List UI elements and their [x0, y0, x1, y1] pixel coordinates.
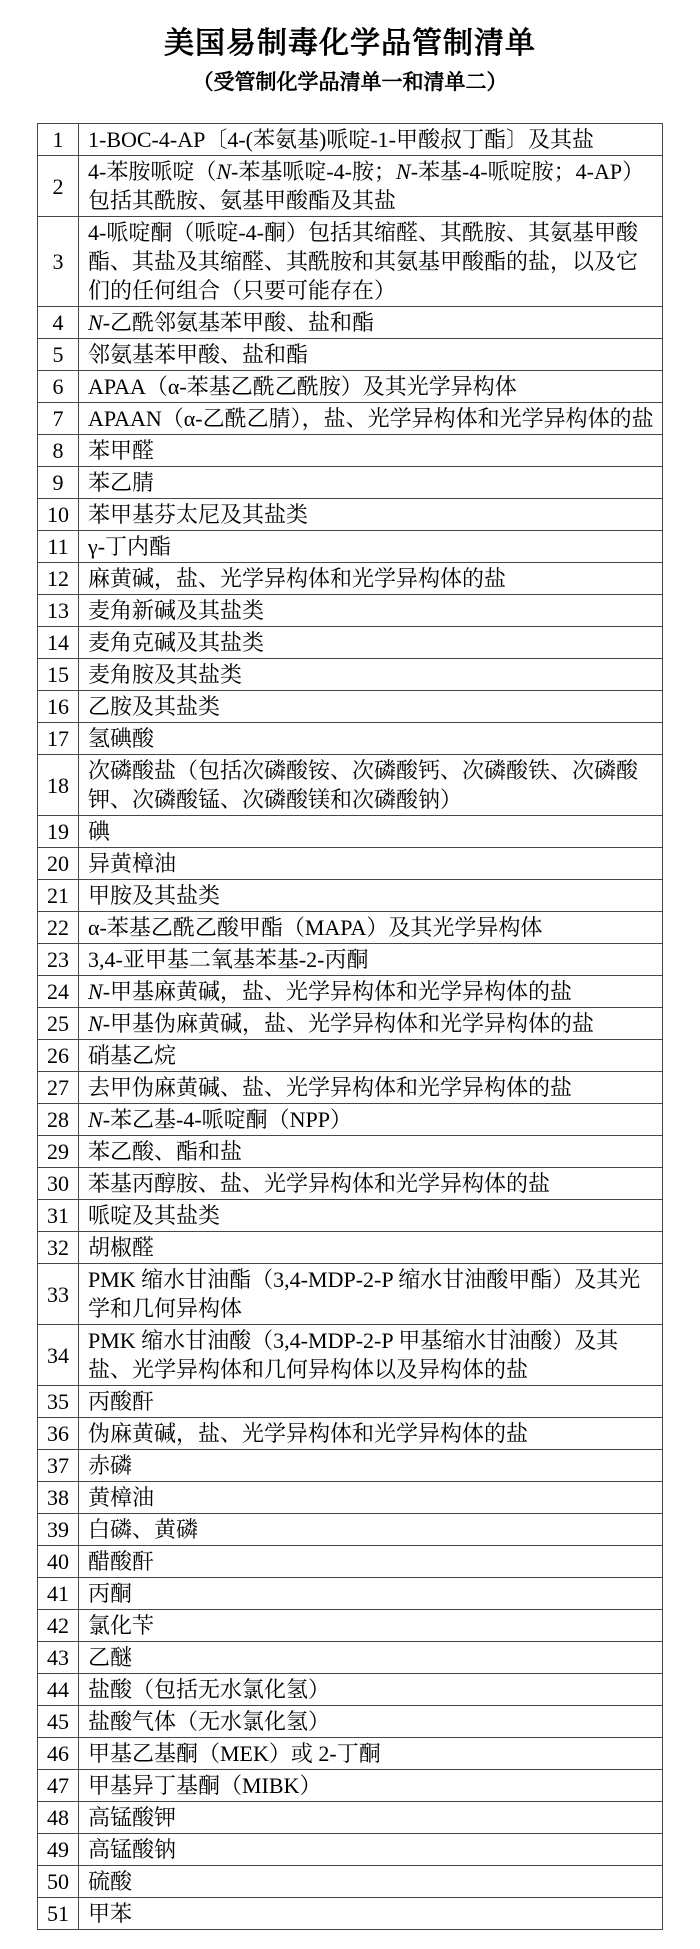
row-number: 47: [38, 1770, 79, 1802]
table-row: [38, 156, 663, 217]
row-number: 34: [38, 1325, 79, 1386]
row-number: 20: [38, 848, 79, 880]
row-number: 18: [38, 755, 79, 816]
row-number: 12: [38, 563, 79, 595]
row-number: 13: [38, 595, 79, 627]
row-number: 28: [38, 1104, 79, 1136]
row-number: 48: [38, 1802, 79, 1834]
table-row: [38, 1104, 663, 1136]
table-row: [38, 1546, 663, 1578]
chemical-name: N-甲基麻黄碱，盐、光学异构体和光学异构体的盐: [79, 976, 663, 1008]
row-number: 40: [38, 1546, 79, 1578]
chemical-name: 乙胺及其盐类: [79, 691, 663, 723]
table-row: [38, 848, 663, 880]
chemical-name: 醋酸酐: [79, 1546, 663, 1578]
row-number: 29: [38, 1136, 79, 1168]
chemical-name: 碘: [79, 816, 663, 848]
table-row: [38, 1450, 663, 1482]
chemical-name: 胡椒醛: [79, 1232, 663, 1264]
row-number: 6: [38, 371, 79, 403]
row-number: 27: [38, 1072, 79, 1104]
chemical-name: 次磷酸盐（包括次磷酸铵、次磷酸钙、次磷酸铁、次磷酸钾、次磷酸锰、次磷酸镁和次磷酸钠）: [79, 755, 663, 816]
row-number: 15: [38, 659, 79, 691]
table-row: [38, 1232, 663, 1264]
chemical-name: 丙酮: [79, 1578, 663, 1610]
chemical-name: 去甲伪麻黄碱、盐、光学异构体和光学异构体的盐: [79, 1072, 663, 1104]
table-row: [38, 976, 663, 1008]
chemical-name: 麦角胺及其盐类: [79, 659, 663, 691]
chemical-name: 盐酸气体（无水氯化氢）: [79, 1706, 663, 1738]
chemical-list-body: [38, 124, 663, 1930]
chemical-name: 白磷、黄磷: [79, 1514, 663, 1546]
table-row: [38, 755, 663, 816]
chemical-name: 苯基丙醇胺、盐、光学异构体和光学异构体的盐: [79, 1168, 663, 1200]
table-row: [38, 1168, 663, 1200]
table-row: [38, 1482, 663, 1514]
row-number: 38: [38, 1482, 79, 1514]
chemical-name: 甲苯: [79, 1898, 663, 1930]
table-row: [38, 531, 663, 563]
row-number: 7: [38, 403, 79, 435]
row-number: 17: [38, 723, 79, 755]
row-number: 35: [38, 1386, 79, 1418]
row-number: 42: [38, 1610, 79, 1642]
table-row: [38, 1802, 663, 1834]
table-row: [38, 563, 663, 595]
row-number: 32: [38, 1232, 79, 1264]
chemical-name: 高锰酸钾: [79, 1802, 663, 1834]
table-row: [38, 1770, 663, 1802]
chemical-name: 4-哌啶酮（哌啶-4-酮）包括其缩醛、其酰胺、其氨基甲酸酯、其盐及其缩醛、其酰胺和其氨基甲酸酯的盐，以及它们的任何组合（只要可能存在）: [79, 217, 663, 307]
row-number: 16: [38, 691, 79, 723]
table-row: [38, 1898, 663, 1930]
table-row: [38, 1610, 663, 1642]
row-number: 25: [38, 1008, 79, 1040]
row-number: 9: [38, 467, 79, 499]
chemical-name: 甲基乙基酮（MEK）或 2-丁酮: [79, 1738, 663, 1770]
chemical-name: APAA（α-苯基乙酰乙酰胺）及其光学异构体: [79, 371, 663, 403]
chemical-name: 苯乙腈: [79, 467, 663, 499]
chemical-name: 甲胺及其盐类: [79, 880, 663, 912]
chemical-name: APAAN（α-乙酰乙腈），盐、光学异构体和光学异构体的盐: [79, 403, 663, 435]
row-number: 45: [38, 1706, 79, 1738]
chemical-name: α-苯基乙酰乙酸甲酯（MAPA）及其光学异构体: [79, 912, 663, 944]
chemical-name: N-乙酰邻氨基苯甲酸、盐和酯: [79, 307, 663, 339]
chemical-name: 麦角新碱及其盐类: [79, 595, 663, 627]
chemical-name: 高锰酸钠: [79, 1834, 663, 1866]
table-row: [38, 124, 663, 156]
chemical-name: 4-苯胺哌啶（N-苯基哌啶-4-胺；N-苯基-4-哌啶胺；4-AP）包括其酰胺、氨基甲酸酯及其盐: [79, 156, 663, 217]
table-row: [38, 1325, 663, 1386]
chemical-name: 氢碘酸: [79, 723, 663, 755]
chemical-name: 丙酸酐: [79, 1386, 663, 1418]
chemical-name: γ-丁内酯: [79, 531, 663, 563]
table-row: [38, 627, 663, 659]
chemical-name: 伪麻黄碱，盐、光学异构体和光学异构体的盐: [79, 1418, 663, 1450]
chemical-name: 麻黄碱，盐、光学异构体和光学异构体的盐: [79, 563, 663, 595]
chemical-name: PMK 缩水甘油酸（3,4-MDP-2-P 甲基缩水甘油酸）及其盐、光学异构体和几何异构体以及异构体的盐: [79, 1325, 663, 1386]
row-number: 44: [38, 1674, 79, 1706]
row-number: 31: [38, 1200, 79, 1232]
row-number: 39: [38, 1514, 79, 1546]
table-row: [38, 691, 663, 723]
chemical-name: 氯化苄: [79, 1610, 663, 1642]
chemical-name: 苯甲基芬太尼及其盐类: [79, 499, 663, 531]
table-row: [38, 912, 663, 944]
table-row: [38, 944, 663, 976]
table-row: [38, 723, 663, 755]
row-number: 19: [38, 816, 79, 848]
row-number: 26: [38, 1040, 79, 1072]
table-row: [38, 1418, 663, 1450]
page-title: 美国易制毒化学品管制清单: [164, 27, 536, 60]
row-number: 37: [38, 1450, 79, 1482]
row-number: 41: [38, 1578, 79, 1610]
row-number: 1: [38, 124, 79, 156]
table-row: [38, 339, 663, 371]
row-number: 8: [38, 435, 79, 467]
chemical-name: 苯乙酸、酯和盐: [79, 1136, 663, 1168]
table-row: [38, 816, 663, 848]
table-row: [38, 1386, 663, 1418]
row-number: 21: [38, 880, 79, 912]
table-row: [38, 1578, 663, 1610]
row-number: 51: [38, 1898, 79, 1930]
row-number: 49: [38, 1834, 79, 1866]
chemical-name: 哌啶及其盐类: [79, 1200, 663, 1232]
table-row: [38, 880, 663, 912]
row-number: 2: [38, 156, 79, 217]
chemical-name: 甲基异丁基酮（MIBK）: [79, 1770, 663, 1802]
chemical-name: 赤磷: [79, 1450, 663, 1482]
chemical-name: 1-BOC-4-AP〔4-(苯氨基)哌啶-1-甲酸叔丁酯〕及其盐: [79, 124, 663, 156]
chemical-name: 麦角克碱及其盐类: [79, 627, 663, 659]
chemical-name: 苯甲醛: [79, 435, 663, 467]
table-row: [38, 1200, 663, 1232]
table-row: [38, 467, 663, 499]
row-number: 36: [38, 1418, 79, 1450]
table-row: [38, 371, 663, 403]
table-row: [38, 1674, 663, 1706]
table-row: [38, 1008, 663, 1040]
table-row: [38, 1706, 663, 1738]
table-row: [38, 1866, 663, 1898]
row-number: 5: [38, 339, 79, 371]
row-number: 10: [38, 499, 79, 531]
table-row: [38, 659, 663, 691]
table-row: [38, 1514, 663, 1546]
row-number: 11: [38, 531, 79, 563]
chemical-name: PMK 缩水甘油酯（3,4-MDP-2-P 缩水甘油酸甲酯）及其光学和几何异构体: [79, 1264, 663, 1325]
chemical-name: 硝基乙烷: [79, 1040, 663, 1072]
chemical-name: 黄樟油: [79, 1482, 663, 1514]
chemical-name: 乙醚: [79, 1642, 663, 1674]
table-row: [38, 1136, 663, 1168]
table-row: [38, 1738, 663, 1770]
row-number: 22: [38, 912, 79, 944]
row-number: 3: [38, 217, 79, 307]
chemical-name: 异黄樟油: [79, 848, 663, 880]
row-number: 50: [38, 1866, 79, 1898]
row-number: 14: [38, 627, 79, 659]
row-number: 46: [38, 1738, 79, 1770]
table-row: [38, 307, 663, 339]
chemical-list-table: [37, 123, 663, 1930]
chemical-name: 3,4-亚甲基二氧基苯基-2-丙酮: [79, 944, 663, 976]
row-number: 30: [38, 1168, 79, 1200]
table-row: [38, 1072, 663, 1104]
table-row: [38, 1834, 663, 1866]
table-row: [38, 217, 663, 307]
table-row: [38, 1040, 663, 1072]
row-number: 23: [38, 944, 79, 976]
table-row: [38, 1264, 663, 1325]
row-number: 33: [38, 1264, 79, 1325]
chemical-name: N-苯乙基-4-哌啶酮（NPP）: [79, 1104, 663, 1136]
table-row: [38, 435, 663, 467]
table-row: [38, 1642, 663, 1674]
table-row: [38, 595, 663, 627]
row-number: 4: [38, 307, 79, 339]
table-row: [38, 499, 663, 531]
row-number: 43: [38, 1642, 79, 1674]
chemical-name: 盐酸（包括无水氯化氢）: [79, 1674, 663, 1706]
chemical-name: 硫酸: [79, 1866, 663, 1898]
page-subtitle: （受管制化学品清单一和清单二）: [192, 71, 508, 94]
row-number: 24: [38, 976, 79, 1008]
chemical-name: N-甲基伪麻黄碱，盐、光学异构体和光学异构体的盐: [79, 1008, 663, 1040]
chemical-name: 邻氨基苯甲酸、盐和酯: [79, 339, 663, 371]
table-row: [38, 403, 663, 435]
